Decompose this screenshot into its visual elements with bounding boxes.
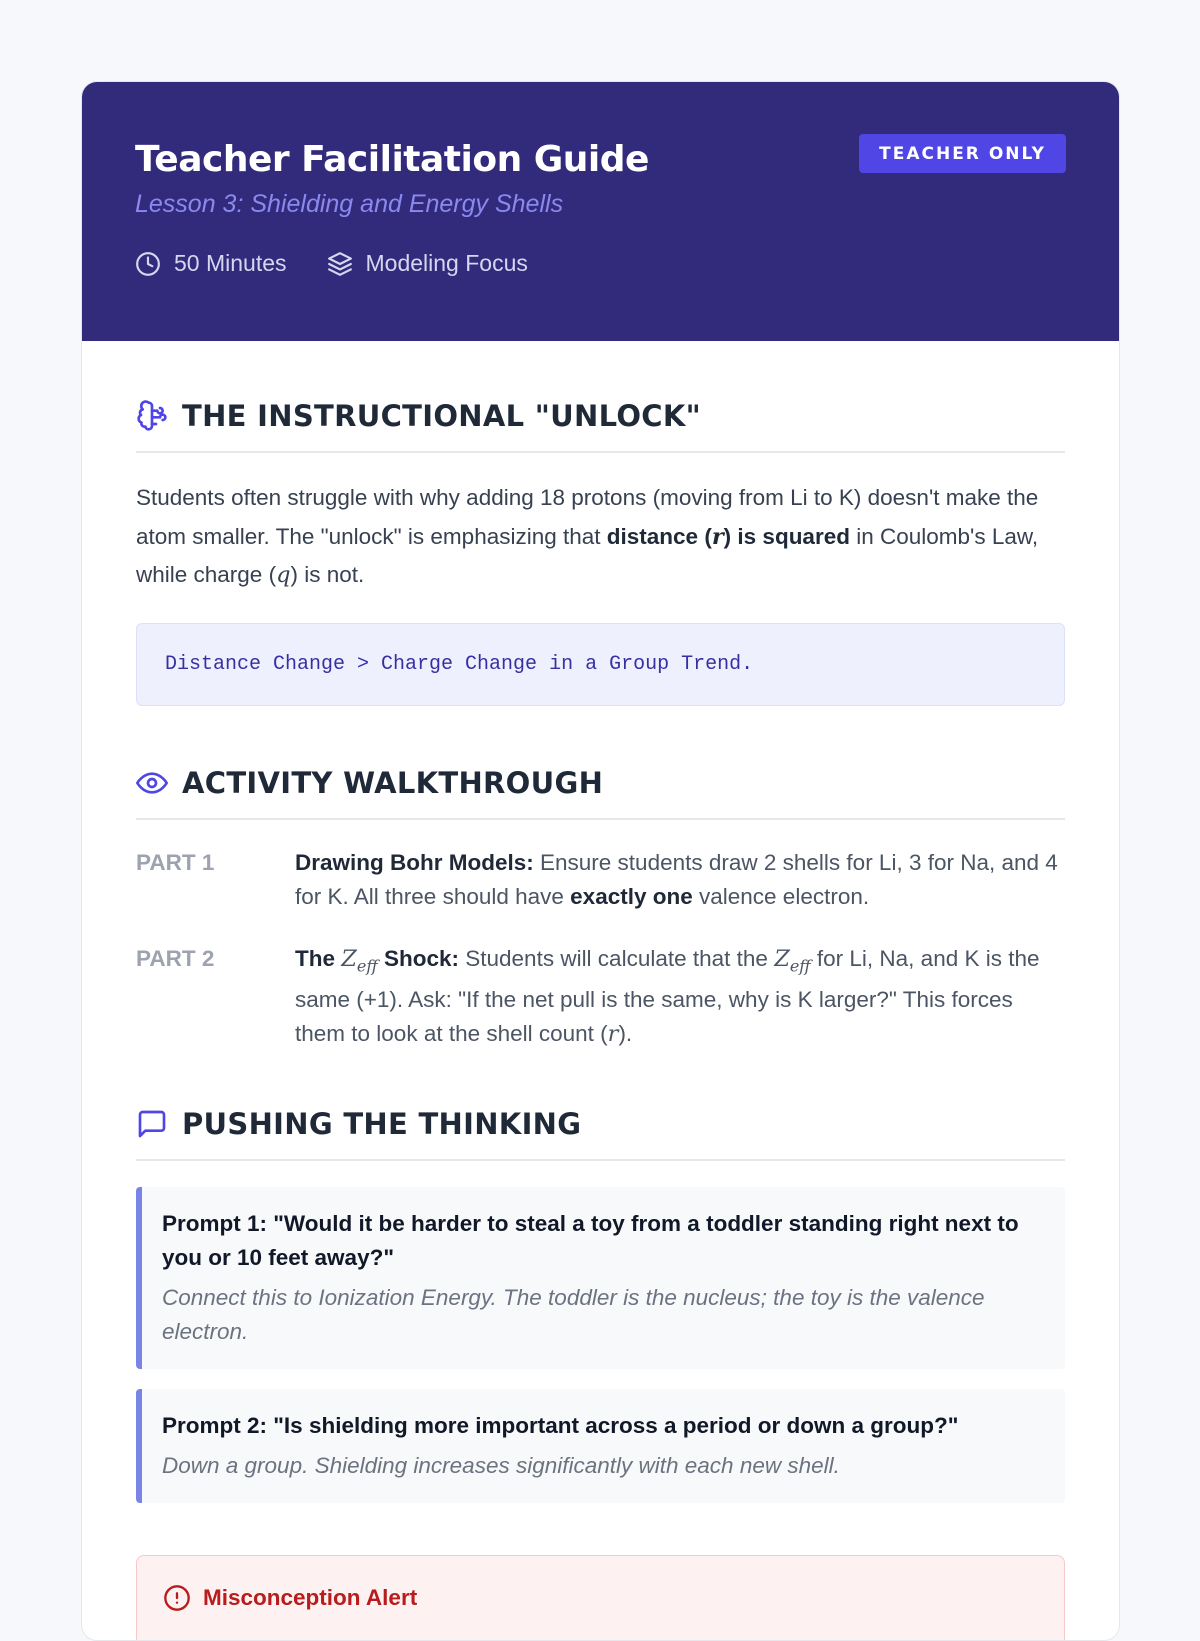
section-divider (136, 451, 1065, 453)
layers-icon (327, 251, 353, 277)
part-description: The $Z_{eff}$ Shock: Students will calculate that the $Z_{eff}$ for Li, Na, and K is the same (+1). Ask: "If the net pull is the same, why is K larger?" This forces them to look at the shell count (r). (295, 945, 1040, 1047)
guide-body (82, 341, 1119, 1641)
message-square-icon (136, 1108, 168, 1140)
brain-icon (136, 400, 168, 432)
prompt-question: Prompt 2: "Is shielding more important across a period or down a group?" (162, 1413, 959, 1438)
lesson-subtitle: Lesson 3: Shielding and Energy Shells (135, 190, 564, 218)
thinking-section-header (136, 1103, 1065, 1145)
eye-icon (136, 767, 168, 799)
focus-text: Modeling Focus (365, 250, 528, 276)
walkthrough-part (136, 942, 1065, 1052)
teacher-only-badge: TEACHER ONLY (859, 134, 1066, 173)
page-title: Teacher Facilitation Guide (135, 139, 649, 180)
part-label: PART 2 (136, 945, 215, 971)
alert-circle-icon (163, 1584, 191, 1612)
walkthrough-heading: ACTIVITY WALKTHROUGH (182, 765, 604, 800)
facilitation-guide-card (81, 81, 1120, 1641)
unlock-paragraph: Students often struggle with why adding 18 protons (moving from Li to K) doesn't make the atom smaller. The "unlock" is emphasizing that distance (r) is squared in Coulomb's Law, while charge (q) is not. (136, 485, 1039, 588)
thinking-heading: PUSHING THE THINKING (182, 1107, 582, 1141)
misconception-alert (136, 1555, 1065, 1641)
duration-text: 50 Minutes (174, 250, 287, 276)
key-idea-code-box (136, 623, 1065, 706)
prompt-answer: Down a group. Shielding increases significantly with each new shell. (162, 1453, 840, 1478)
walkthrough-part (136, 846, 1065, 914)
prompt-question: Prompt 1: "Would it be harder to steal a toy from a toddler standing right next to you or 10 feet away?" (162, 1211, 1019, 1270)
unlock-heading: THE INSTRUCTIONAL "UNLOCK" (182, 399, 702, 433)
discussion-prompt (136, 1187, 1065, 1369)
prompt-answer: Connect this to Ionization Energy. The toddler is the nucleus; the toy is the valence electron. (162, 1285, 985, 1344)
walkthrough-section-header (136, 762, 1065, 804)
part-description: Drawing Bohr Models: Ensure students draw 2 shells for Li, 3 for Na, and 4 for K. All three should have exactly one valence electron. (295, 849, 1058, 909)
alert-header (163, 1584, 1038, 1612)
guide-header (82, 82, 1119, 341)
clock-icon (135, 251, 161, 277)
focus-meta (327, 250, 528, 277)
section-divider (136, 1159, 1065, 1161)
duration-meta (135, 250, 287, 277)
section-divider (136, 818, 1065, 820)
key-idea-code: Distance Change > Charge Change in a Group Trend. (165, 652, 754, 676)
part-label: PART 1 (136, 849, 215, 875)
discussion-prompt (136, 1389, 1065, 1503)
alert-title: Misconception Alert (203, 1585, 418, 1610)
lesson-meta (135, 250, 1066, 277)
unlock-section-header (136, 395, 1065, 437)
